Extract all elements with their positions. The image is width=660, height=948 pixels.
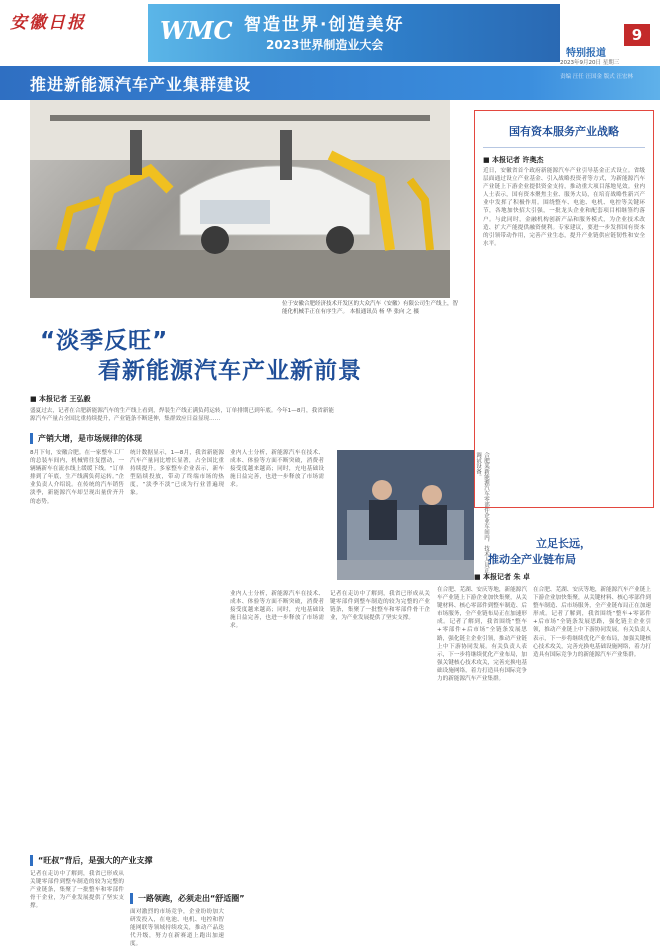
masthead [0,0,660,66]
feature-column-3: 业内人士分析，新能源汽车在技术、成本、体验等方面不断突破，消费者接受度越来越高；同时，充电基础设施日益完善，也进一步释放了市场需求。 [230,450,324,489]
feature-column-3b: 业内人士分析，新能源汽车在技术、成本、体验等方面不断突破，消费者接受度越来越高；同时，充电基础设施日益完善，也进一步释放了市场需求。 [230,591,324,630]
worker-photo [337,450,474,580]
subhead-2: “旺叔”背后，是强大的产业支撑 [30,855,153,866]
sidebar-divider [483,147,645,148]
wmc-logo: WMC [160,16,233,45]
worker-photo-caption: 合肥某新能源汽车零部件企业车间内，技术人员正在调试设备。 [475,452,489,579]
sidebar-title: 国有资本服务产业战略 [509,125,619,138]
section2-column-1: 在合肥、芜湖、安庆等地，新能源汽车产业链上下游企业加快集聚，从关键材料、核心零部件到整车制造、后市场服务，全产业链布局正在加速形成。记者了解到，我省围绕“整车+零部件+后市场”全链条发展思路，强化链主企业引领，推动产业链上中下游协同发展。有关负责人表示，下一步将继续优化产业布局，加强关键核心技术攻关，完善充换电基础设施网络，着力打造具有国际竞争力的新能源汽车产业集群。 [437,587,527,683]
section2-headline-line1: 立足长远， [536,537,591,550]
feature-byline: ■ 本报记者 王弘毅 [30,395,91,403]
congress-banner [148,4,560,62]
section-label: 特别报道 [566,48,606,59]
sidebar-box [474,110,654,508]
headline-bar-title: 推进新能源汽车产业集群建设 [30,75,252,94]
newspaper-logo: 安徽日报 [10,13,86,33]
section2-byline: ■ 本报记者 朱 卓 [474,573,530,581]
page-number: 9 [624,24,650,46]
feature-column-4: 记者在走访中了解到，我省已形成从关键零部件到整车制造的较为完整的产业链条，集聚了一批整车和零部件骨干企业，为产业发展提供了坚实支撑。 [330,591,430,622]
feature-headline-line1: “淡季反旺” [40,328,169,354]
subhead-1: 产销大增，是市场规律的体现 [30,433,142,444]
feature-column-1b: 记者在走访中了解到，我省已形成从关键零部件到整车制造的较为完整的产业链条，集聚了一批整车和零部件骨干企业，为产业发展提供了坚实支撑。 [30,871,124,910]
section2-column-2: 在合肥、芜湖、安庆等地，新能源汽车产业链上下游企业加快集聚，从关键材料、核心零部件到整车制造、后市场服务，全产业链布局正在加速形成。记者了解到，我省围绕“整车+零部件+后市场”全链条发展思路，强化链主企业引领，推动产业链上中下游协同发展。有关负责人表示，下一步将继续优化产业布局，加强关键核心技术攻关，完善充换电基础设施网络，着力打造具有国际竞争力的新能源汽车产业集群。 [533,587,651,658]
feature-headline-line2: 看新能源汽车产业新前景 [98,358,362,384]
headline-bar [0,66,660,100]
subhead-3: 一路领跑，必须走出“舒适圈” [130,893,245,904]
section2-headline-line2: 推动全产业链布局 [488,553,576,566]
editor-line: 责编 汪任 汪国金 版式 汪宏林 [560,74,633,80]
sidebar-byline: ■ 本报记者 许奥杰 [483,156,544,164]
feature-column-1: 8月下旬，安徽合肥。在一家整车工厂的总装车间内，机械臂往复摆动，一辆辆新车在流水线上缓缓下线。“订单排到了年底，生产线满负荷运转。”企业负责人介绍说。在传统的汽车销售淡季，新能源汽车却呈现出量价齐升的态势。 [30,450,124,505]
banner-subtitle: 2023世界制造业大会 [266,38,384,52]
main-photo-caption: 位于安徽合肥经济技术开发区的大众汽车（安徽）有限公司生产线上，智能化机械手正在有序生产。 本报通讯员 杨 华 张向 之 摄 [282,301,459,315]
banner-title: 智造世界·创造美好 [244,15,405,35]
feature-column-2b: 面对激烈的市场竞争，企业纷纷加大研发投入，在电池、电机、电控和智能网联等领域持续攻关，推动产品迭代升级，努力在新赛道上跑出加速度。 [130,909,224,948]
sidebar-body: 近日，安徽省首个政府新能源汽车产业引导基金正式设立。省级层面通过设立产业基金、引入战略投资者等方式，为新能源汽车产业链上下游企业提供资金支持，推动重大项目落地见效。业内人士表示，国有资本聚焦主业、服务大局，在培育战略性新兴产业中发挥了积极作用。围绕整车、电池、电机、电控等关键环节，各地加快招大引强，一批龙头企业和配套项目相继签约落户。与此同时，金融机构创新产品和服务模式，为企业技术改造、扩大产能提供融资便利。专家建议，要进一步发挥国有资本的引领带动作用，完善产业生态，提升产业链供应链韧性和安全水平。 [483,168,645,247]
main-photo [30,100,450,298]
feature-column-2: 统计数据显示，1—8月，我省新能源汽车产量同比增长显著，占全国比重持续提升。多家整车企业表示，新车型陆续投放，带动了终端市场的热度，“淡季不淡”已成为行业普遍现象。 [130,450,224,497]
worker-scene-illustration [337,450,474,580]
feature-lead: 盛夏过去，记者在合肥新能源汽车的生产线上看到，焊装生产线正满负荷运转，订单排期已到年底。今年1—8月，我省新能源汽车产量占全国比重持续提升，产业链条不断延伸，集群效应日益显现…… [30,408,334,423]
date-line: 2023年9月20日 星期三 [560,60,620,66]
factory-scene-illustration [30,100,450,298]
